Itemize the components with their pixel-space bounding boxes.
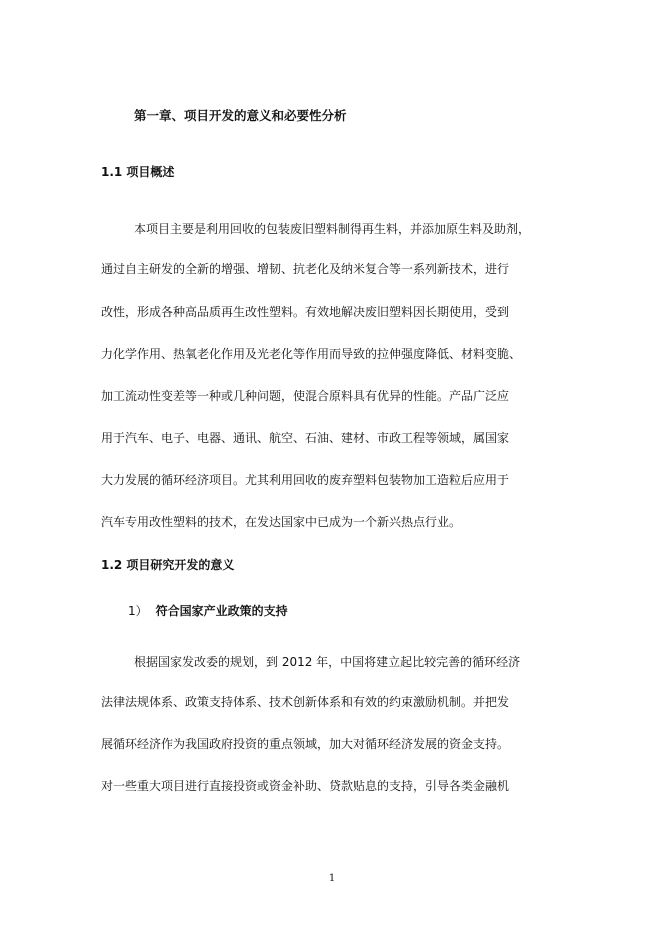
paragraph-line: 展循环经济作为我国政府投资的重点领域，加大对循环经济发展的资金支持。 [101, 737, 510, 751]
paragraph-line: 大力发展的循环经济项目。尤其利用回收的废弃塑料包装物加工造粒后应用于 [101, 473, 510, 487]
paragraph-line: 力化学作用、热氧老化作用及光老化等作用而导致的拉伸强度降低、材料变脆、 [101, 347, 522, 361]
chapter-title: 第一章、项目开发的意义和必要性分析 [134, 108, 347, 123]
paragraph-line: 加工流动性变差等一种或几种问题，使混合原料具有优异的性能。产品广泛应 [101, 389, 510, 403]
section-heading-1-1: 1.1 项目概述 [101, 165, 175, 179]
subheading-number: 1） [128, 604, 148, 618]
paragraph-line: 汽车专用改性塑料的技术，在发达国家中已成为一个新兴热点行业。 [101, 515, 462, 529]
subheading-text: 符合国家产业政策的支持 [155, 604, 288, 618]
paragraph-line: 对一些重大项目进行直接投资或资金补助、贷款贴息的支持，引导各类金融机 [101, 779, 510, 793]
section-heading-1-2: 1.2 项目研究开发的意义 [101, 558, 235, 572]
paragraph-line: 根据国家发改委的规划，到 2012 年，中国将建立起比较完善的循环经济 [134, 655, 521, 669]
paragraph-line: 通过自主研发的全新的增强、增韧、抗老化及纳米复合等一系列新技术，进行 [101, 262, 510, 276]
paragraph-line: 本项目主要是利用回收的包装废旧塑料制得再生料，并添加原生料及助剂， [134, 222, 531, 236]
subheading [128, 604, 288, 618]
paragraph-line: 用于汽车、电子、电器、通讯、航空、石油、建材、市政工程等领域，属国家 [101, 431, 510, 445]
paragraph-line: 法律法规体系、政策支持体系、技术创新体系和有效的约束激励机制。并把发 [101, 695, 510, 709]
paragraph-line: 改性，形成各种高品质再生改性塑料。有效地解决废旧塑料因长期使用，受到 [101, 305, 510, 319]
page-number: 1 [328, 873, 336, 884]
